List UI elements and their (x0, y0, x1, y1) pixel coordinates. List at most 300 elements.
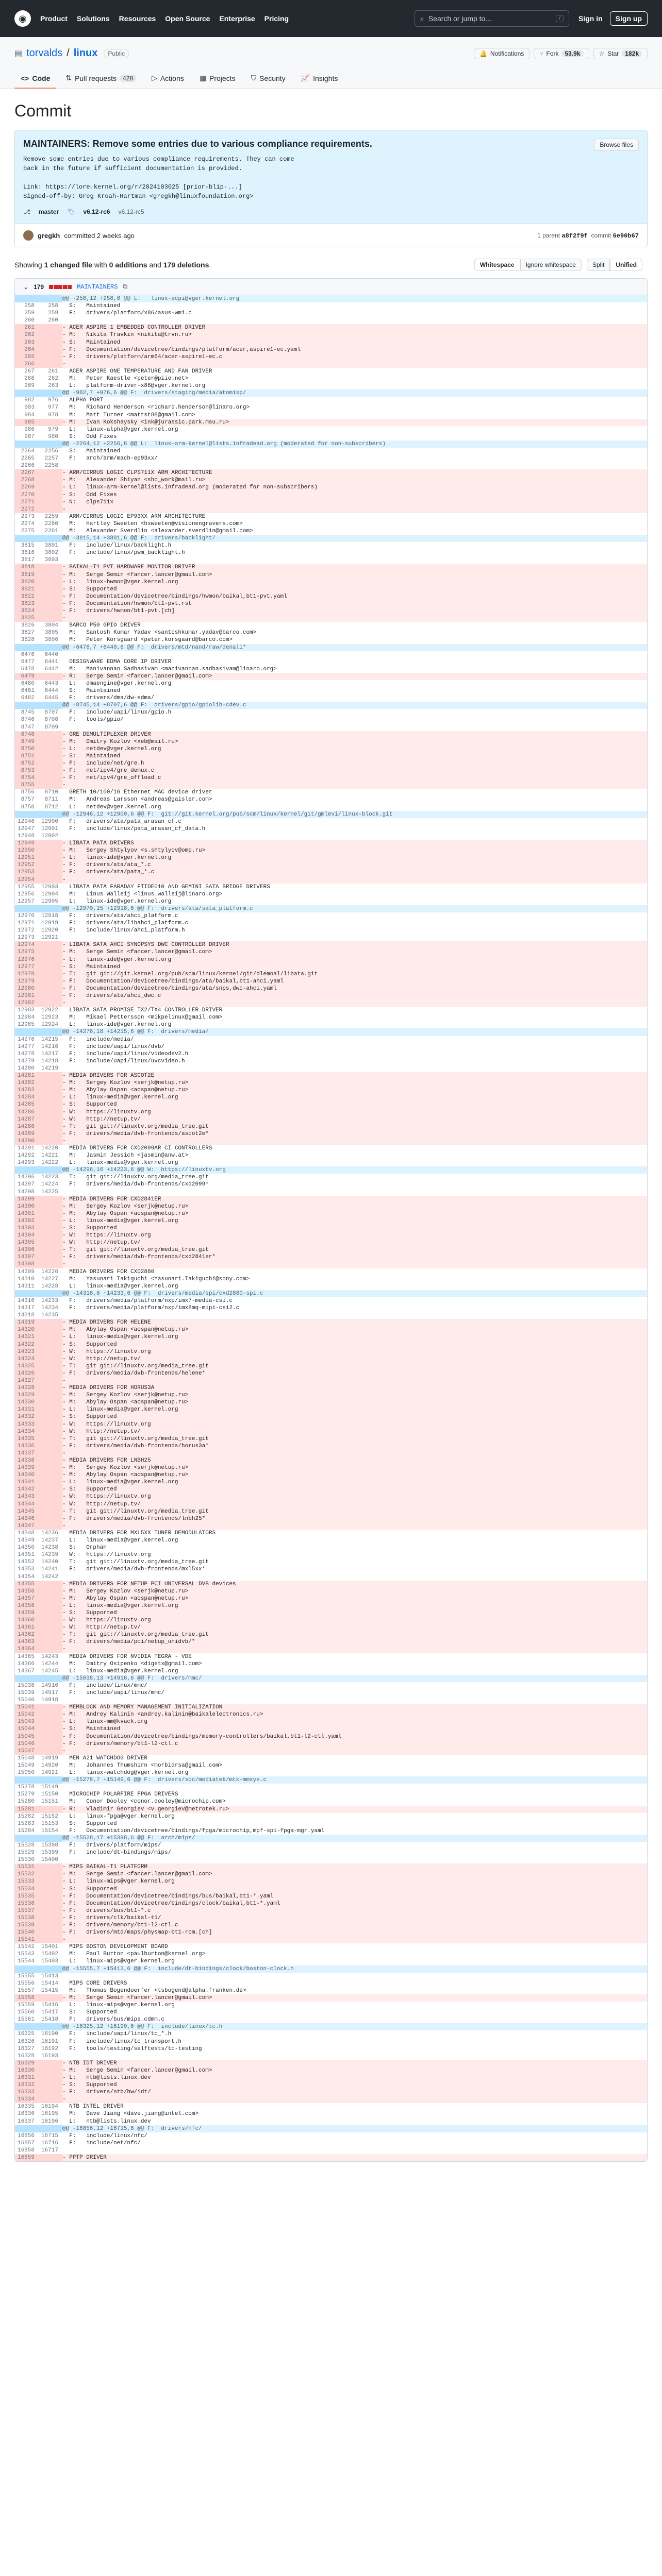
old-line-number[interactable]: 14278 (15, 1050, 39, 1058)
diff-hunk-header[interactable] (15, 295, 647, 302)
old-line-number[interactable]: 14358 (15, 1602, 39, 1609)
old-line-number[interactable] (15, 702, 39, 709)
old-line-number[interactable]: 15537 (15, 1907, 39, 1914)
old-line-number[interactable]: 12950 (15, 847, 39, 854)
old-line-number[interactable]: 12948 (15, 833, 39, 840)
new-line-number[interactable] (39, 607, 62, 615)
old-line-number[interactable]: 8756 (15, 789, 39, 796)
new-line-number[interactable]: 3804 (39, 622, 62, 629)
old-line-number[interactable]: 12978 (15, 971, 39, 978)
old-line-number[interactable]: 14288 (15, 1123, 39, 1130)
old-line-number[interactable]: 269 (15, 382, 39, 389)
new-line-number[interactable]: 15152 (39, 1813, 62, 1820)
new-line-number[interactable] (39, 1776, 62, 1784)
new-line-number[interactable] (39, 1341, 62, 1348)
old-line-number[interactable]: 14340 (15, 1471, 39, 1479)
old-line-number[interactable]: 14307 (15, 1253, 39, 1261)
new-line-number[interactable]: 15150 (39, 1791, 62, 1798)
commit-hash[interactable]: 6e90b67 (613, 232, 639, 240)
new-line-number[interactable] (39, 1878, 62, 1885)
old-line-number[interactable]: 2264 (15, 448, 39, 455)
old-line-number[interactable]: 14293 (15, 1159, 39, 1166)
old-line-number[interactable]: 14343 (15, 1493, 39, 1500)
old-line-number[interactable]: 14324 (15, 1355, 39, 1363)
new-line-number[interactable] (39, 564, 62, 571)
new-line-number[interactable]: 8709 (39, 724, 62, 731)
old-line-number[interactable]: 16332 (15, 2081, 39, 2089)
old-line-number[interactable]: 15556 (15, 1980, 39, 1987)
new-line-number[interactable] (39, 1609, 62, 1617)
old-line-number[interactable]: 15284 (15, 1827, 39, 1835)
old-line-number[interactable]: 8754 (15, 774, 39, 782)
new-line-number[interactable] (39, 389, 62, 397)
new-line-number[interactable]: 14244 (39, 1660, 62, 1668)
old-line-number[interactable]: 3819 (15, 571, 39, 579)
new-line-number[interactable]: 3805 (39, 629, 62, 636)
new-line-number[interactable] (39, 2023, 62, 2030)
old-line-number[interactable]: 3816 (15, 549, 39, 556)
old-line-number[interactable]: 8746 (15, 716, 39, 723)
tag-name[interactable]: v6.12-rc6 (83, 208, 110, 215)
parent-hash[interactable]: a8f2f9f (561, 232, 588, 240)
old-line-number[interactable]: 14283 (15, 1087, 39, 1094)
new-line-number[interactable]: 14235 (39, 1312, 62, 1319)
new-line-number[interactable] (39, 876, 62, 884)
new-line-number[interactable]: 2260 (39, 520, 62, 528)
old-line-number[interactable]: 15045 (15, 1733, 39, 1740)
old-line-number[interactable]: 12976 (15, 956, 39, 963)
old-line-number[interactable]: 2269 (15, 484, 39, 491)
old-line-number[interactable]: 263 (15, 339, 39, 346)
new-line-number[interactable] (39, 978, 62, 985)
old-line-number[interactable]: 15557 (15, 1987, 39, 1994)
new-line-number[interactable] (39, 1863, 62, 1871)
old-line-number[interactable]: 14357 (15, 1595, 39, 1602)
old-line-number[interactable]: 15038 (15, 1682, 39, 1689)
old-line-number[interactable]: 12972 (15, 927, 39, 934)
new-line-number[interactable] (39, 941, 62, 948)
new-line-number[interactable] (39, 702, 62, 709)
new-line-number[interactable]: 14222 (39, 1159, 62, 1166)
old-line-number[interactable] (15, 905, 39, 912)
new-line-number[interactable]: 12921 (39, 934, 62, 941)
old-line-number[interactable]: 8757 (15, 796, 39, 803)
new-line-number[interactable] (39, 469, 62, 477)
new-line-number[interactable] (39, 738, 62, 745)
old-line-number[interactable]: 8749 (15, 738, 39, 745)
old-line-number[interactable]: 14361 (15, 1624, 39, 1631)
old-line-number[interactable]: 2270 (15, 492, 39, 499)
new-line-number[interactable]: 14245 (39, 1668, 62, 1675)
old-line-number[interactable]: 15281 (15, 1806, 39, 1813)
old-line-number[interactable]: 16327 (15, 2045, 39, 2053)
old-line-number[interactable]: 268 (15, 375, 39, 382)
new-line-number[interactable] (39, 1646, 62, 1653)
old-line-number[interactable]: 2265 (15, 455, 39, 462)
new-line-number[interactable]: 14243 (39, 1653, 62, 1660)
old-line-number[interactable]: 16335 (15, 2103, 39, 2110)
new-line-number[interactable]: 14918 (39, 1697, 62, 1704)
old-line-number[interactable]: 12970 (15, 912, 39, 920)
old-line-number[interactable]: 14349 (15, 1537, 39, 1544)
new-line-number[interactable] (39, 535, 62, 542)
new-line-number[interactable]: 16717 (39, 2147, 62, 2154)
new-line-number[interactable]: 16716 (39, 2140, 62, 2147)
old-line-number[interactable]: 14290 (15, 1138, 39, 1145)
fork-button[interactable] (534, 48, 589, 59)
new-line-number[interactable] (39, 484, 62, 491)
new-line-number[interactable]: 14221 (39, 1152, 62, 1159)
new-line-number[interactable] (39, 2067, 62, 2074)
new-line-number[interactable]: 14215 (39, 1036, 62, 1043)
tab-actions[interactable] (145, 69, 190, 89)
new-line-number[interactable]: 14219 (39, 1065, 62, 1072)
new-line-number[interactable]: 3801 (39, 542, 62, 549)
old-line-number[interactable]: 984 (15, 412, 39, 419)
old-line-number[interactable]: 12947 (15, 825, 39, 833)
new-line-number[interactable]: 12905 (39, 898, 62, 905)
old-line-number[interactable]: 14330 (15, 1399, 39, 1406)
new-line-number[interactable]: 976 (39, 397, 62, 404)
new-line-number[interactable] (39, 579, 62, 586)
new-line-number[interactable] (39, 1406, 62, 1413)
new-line-number[interactable] (39, 1638, 62, 1646)
old-line-number[interactable]: 8747 (15, 724, 39, 731)
old-line-number[interactable] (15, 1675, 39, 1682)
new-line-number[interactable] (39, 1871, 62, 1878)
old-line-number[interactable]: 14341 (15, 1479, 39, 1486)
new-line-number[interactable] (39, 1384, 62, 1392)
diff-hunk-header[interactable] (15, 1290, 647, 1297)
old-line-number[interactable]: 3825 (15, 615, 39, 622)
old-line-number[interactable]: 15050 (15, 1769, 39, 1776)
new-line-number[interactable]: 14242 (39, 1573, 62, 1581)
old-line-number[interactable]: 14299 (15, 1196, 39, 1203)
diff-hunk-header[interactable] (15, 1166, 647, 1174)
new-line-number[interactable] (39, 2074, 62, 2081)
split-view-toggle[interactable]: Split (587, 259, 610, 271)
old-line-number[interactable]: 14322 (15, 1341, 39, 1348)
old-line-number[interactable]: 14316 (15, 1297, 39, 1304)
old-line-number[interactable]: 2275 (15, 528, 39, 535)
new-line-number[interactable] (39, 963, 62, 971)
old-line-number[interactable]: 3821 (15, 586, 39, 593)
new-line-number[interactable]: 14226 (39, 1268, 62, 1276)
new-line-number[interactable]: 15402 (39, 1951, 62, 1958)
new-line-number[interactable] (39, 492, 62, 499)
old-line-number[interactable]: 16330 (15, 2067, 39, 2074)
old-line-number[interactable]: 985 (15, 419, 39, 426)
old-line-number[interactable]: 16331 (15, 2074, 39, 2081)
old-line-number[interactable]: 15555 (15, 1973, 39, 1980)
new-line-number[interactable]: 16193 (39, 2053, 62, 2060)
new-line-number[interactable]: 16191 (39, 2038, 62, 2045)
old-line-number[interactable]: 12946 (15, 818, 39, 825)
new-line-number[interactable] (39, 1464, 62, 1471)
old-line-number[interactable]: 15530 (15, 1856, 39, 1863)
old-line-number[interactable]: 265 (15, 353, 39, 361)
new-line-number[interactable] (39, 1116, 62, 1123)
new-line-number[interactable] (39, 1370, 62, 1377)
old-line-number[interactable]: 14342 (15, 1486, 39, 1493)
old-line-number[interactable] (15, 2023, 39, 2030)
old-line-number[interactable]: 15047 (15, 1748, 39, 1755)
tab-security[interactable] (245, 69, 292, 89)
avatar[interactable] (23, 230, 34, 241)
new-line-number[interactable]: 14234 (39, 1304, 62, 1312)
old-line-number[interactable]: 14284 (15, 1094, 39, 1101)
diff-hunk-header[interactable] (15, 389, 647, 397)
old-line-number[interactable]: 14319 (15, 1319, 39, 1326)
new-line-number[interactable]: 14236 (39, 1530, 62, 1537)
ignore-whitespace-toggle[interactable]: Ignore whitespace (520, 259, 582, 271)
new-line-number[interactable]: 14241 (39, 1566, 62, 1573)
sign-in-link[interactable]: Sign in (578, 14, 603, 23)
old-line-number[interactable]: 14308 (15, 1261, 39, 1268)
old-line-number[interactable] (15, 535, 39, 542)
new-line-number[interactable]: 15415 (39, 1987, 62, 1994)
new-line-number[interactable] (39, 1443, 62, 1450)
new-line-number[interactable] (39, 324, 62, 331)
old-line-number[interactable]: 15531 (15, 1863, 39, 1871)
repo-name-link[interactable]: linux (73, 47, 98, 59)
new-line-number[interactable]: 15149 (39, 1784, 62, 1791)
old-line-number[interactable]: 2271 (15, 499, 39, 506)
new-line-number[interactable]: 2261 (39, 528, 62, 535)
new-line-number[interactable] (39, 1922, 62, 1929)
new-line-number[interactable] (39, 1675, 62, 1682)
new-line-number[interactable] (39, 854, 62, 861)
file-name-link[interactable]: MAINTAINERS (77, 283, 118, 291)
new-line-number[interactable]: 15398 (39, 1842, 62, 1849)
old-line-number[interactable]: 3822 (15, 593, 39, 600)
new-line-number[interactable]: 16194 (39, 2103, 62, 2110)
old-line-number[interactable] (15, 1290, 39, 1297)
new-line-number[interactable]: 15400 (39, 1856, 62, 1863)
diff-hunk-header[interactable] (15, 440, 647, 448)
new-line-number[interactable]: 2257 (39, 455, 62, 462)
new-line-number[interactable] (39, 1290, 62, 1297)
old-line-number[interactable]: 14332 (15, 1413, 39, 1420)
old-line-number[interactable]: 6478 (15, 666, 39, 673)
old-line-number[interactable]: 14362 (15, 1631, 39, 1638)
old-line-number[interactable]: 12984 (15, 1014, 39, 1021)
old-line-number[interactable]: 14333 (15, 1421, 39, 1428)
old-line-number[interactable]: 15538 (15, 1914, 39, 1922)
branch-name[interactable]: master (38, 208, 59, 215)
new-line-number[interactable] (39, 1421, 62, 1428)
new-line-number[interactable] (39, 1210, 62, 1217)
old-line-number[interactable] (15, 1965, 39, 1973)
new-line-number[interactable] (39, 1166, 62, 1174)
new-line-number[interactable] (39, 811, 62, 818)
old-line-number[interactable]: 14309 (15, 1268, 39, 1276)
old-line-number[interactable]: 14353 (15, 1566, 39, 1573)
old-line-number[interactable]: 14282 (15, 1079, 39, 1087)
old-line-number[interactable] (15, 440, 39, 448)
old-line-number[interactable]: 14364 (15, 1646, 39, 1653)
old-line-number[interactable]: 15543 (15, 1951, 39, 1958)
new-line-number[interactable] (39, 1355, 62, 1363)
new-line-number[interactable] (39, 1399, 62, 1406)
diff-hunk-header[interactable] (15, 811, 647, 818)
old-line-number[interactable]: 262 (15, 331, 39, 338)
old-line-number[interactable]: 15532 (15, 1871, 39, 1878)
old-line-number[interactable]: 14351 (15, 1551, 39, 1558)
old-line-number[interactable]: 983 (15, 404, 39, 411)
old-line-number[interactable]: 14335 (15, 1435, 39, 1443)
new-line-number[interactable]: 12922 (39, 1007, 62, 1014)
new-line-number[interactable] (39, 571, 62, 579)
new-line-number[interactable]: 12924 (39, 1021, 62, 1028)
old-line-number[interactable]: 15283 (15, 1820, 39, 1827)
new-line-number[interactable] (39, 1072, 62, 1079)
new-line-number[interactable] (39, 1377, 62, 1384)
new-line-number[interactable]: 979 (39, 426, 62, 433)
old-line-number[interactable]: 14291 (15, 1145, 39, 1152)
old-line-number[interactable]: 15040 (15, 1697, 39, 1704)
new-line-number[interactable]: 14220 (39, 1145, 62, 1152)
new-line-number[interactable]: 6445 (39, 694, 62, 702)
new-line-number[interactable]: 16190 (39, 2030, 62, 2038)
new-line-number[interactable] (39, 1718, 62, 1725)
old-line-number[interactable]: 2268 (15, 477, 39, 484)
old-line-number[interactable]: 15540 (15, 1929, 39, 1936)
old-line-number[interactable]: 14296 (15, 1174, 39, 1181)
diff-hunk-header[interactable] (15, 1835, 647, 1842)
new-line-number[interactable] (39, 1130, 62, 1138)
new-line-number[interactable]: 14227 (39, 1276, 62, 1283)
new-line-number[interactable]: 14228 (39, 1283, 62, 1290)
new-line-number[interactable] (39, 1392, 62, 1399)
old-line-number[interactable]: 12952 (15, 861, 39, 869)
new-line-number[interactable] (39, 1581, 62, 1588)
new-line-number[interactable] (39, 1413, 62, 1420)
new-line-number[interactable]: 14237 (39, 1537, 62, 1544)
new-line-number[interactable] (39, 1631, 62, 1638)
unified-view-toggle[interactable]: Unified (610, 259, 642, 271)
new-line-number[interactable] (39, 2060, 62, 2067)
new-line-number[interactable] (39, 1508, 62, 1515)
old-line-number[interactable]: 2266 (15, 462, 39, 469)
old-line-number[interactable]: 15536 (15, 1900, 39, 1907)
old-line-number[interactable]: 259 (15, 310, 39, 317)
old-line-number[interactable]: 8750 (15, 745, 39, 753)
diff-hunk-header[interactable] (15, 1965, 647, 1973)
new-line-number[interactable]: 16192 (39, 2045, 62, 2053)
new-line-number[interactable] (39, 2154, 62, 2161)
new-line-number[interactable] (39, 506, 62, 513)
new-line-number[interactable]: 2256 (39, 448, 62, 455)
new-line-number[interactable]: 12918 (39, 912, 62, 920)
old-line-number[interactable]: 14363 (15, 1638, 39, 1646)
tab-pull-requests[interactable] (59, 69, 142, 89)
new-line-number[interactable] (39, 1348, 62, 1355)
new-line-number[interactable] (39, 1435, 62, 1443)
new-line-number[interactable] (39, 1624, 62, 1631)
old-line-number[interactable]: 986 (15, 426, 39, 433)
old-line-number[interactable]: 987 (15, 433, 39, 440)
new-line-number[interactable] (39, 1428, 62, 1435)
old-line-number[interactable]: 16328 (15, 2053, 39, 2060)
old-line-number[interactable]: 3817 (15, 556, 39, 564)
new-line-number[interactable] (39, 1138, 62, 1145)
new-line-number[interactable]: 6443 (39, 680, 62, 687)
new-line-number[interactable]: 8707 (39, 709, 62, 716)
new-line-number[interactable]: 978 (39, 412, 62, 419)
old-line-number[interactable]: 12971 (15, 920, 39, 927)
new-line-number[interactable] (39, 1079, 62, 1087)
old-line-number[interactable]: 14303 (15, 1225, 39, 1232)
new-line-number[interactable] (39, 644, 62, 651)
old-line-number[interactable]: 8753 (15, 767, 39, 774)
nav-product[interactable]: Product (40, 14, 68, 23)
new-line-number[interactable] (39, 1087, 62, 1094)
old-line-number[interactable]: 12975 (15, 948, 39, 956)
new-line-number[interactable]: 12923 (39, 1014, 62, 1021)
new-line-number[interactable] (39, 2096, 62, 2103)
old-line-number[interactable]: 3827 (15, 629, 39, 636)
nav-solutions[interactable]: Solutions (76, 14, 110, 23)
old-line-number[interactable]: 14345 (15, 1508, 39, 1515)
diff-hunk-header[interactable] (15, 644, 647, 651)
new-line-number[interactable] (39, 586, 62, 593)
new-line-number[interactable]: 14239 (39, 1551, 62, 1558)
new-line-number[interactable]: 6440 (39, 651, 62, 658)
nav-pricing[interactable]: Pricing (264, 14, 289, 23)
new-line-number[interactable] (39, 1253, 62, 1261)
old-line-number[interactable]: 14285 (15, 1101, 39, 1108)
new-line-number[interactable]: 8711 (39, 796, 62, 803)
old-line-number[interactable]: 15542 (15, 1943, 39, 1951)
new-line-number[interactable] (39, 1123, 62, 1130)
new-line-number[interactable] (39, 1471, 62, 1479)
new-line-number[interactable] (39, 419, 62, 426)
new-line-number[interactable]: 258 (39, 302, 62, 310)
old-line-number[interactable]: 12973 (15, 934, 39, 941)
new-line-number[interactable] (39, 1239, 62, 1246)
new-line-number[interactable]: 12901 (39, 825, 62, 833)
new-line-number[interactable] (39, 999, 62, 1007)
old-line-number[interactable]: 261 (15, 324, 39, 331)
old-line-number[interactable]: 260 (15, 317, 39, 324)
new-line-number[interactable] (39, 2081, 62, 2089)
old-line-number[interactable]: 15278 (15, 1784, 39, 1791)
old-line-number[interactable]: 14355 (15, 1581, 39, 1588)
new-line-number[interactable] (39, 1733, 62, 1740)
new-line-number[interactable] (39, 1196, 62, 1203)
old-line-number[interactable]: 12982 (15, 999, 39, 1007)
old-line-number[interactable]: 15046 (15, 1740, 39, 1748)
old-line-number[interactable]: 14321 (15, 1333, 39, 1341)
old-line-number[interactable]: 16329 (15, 2060, 39, 2067)
new-line-number[interactable] (39, 985, 62, 992)
nav-enterprise[interactable]: Enterprise (219, 14, 255, 23)
old-line-number[interactable]: 14352 (15, 1558, 39, 1566)
old-line-number[interactable]: 15533 (15, 1878, 39, 1885)
old-line-number[interactable]: 12953 (15, 869, 39, 876)
new-line-number[interactable] (39, 1725, 62, 1733)
new-line-number[interactable] (39, 1748, 62, 1755)
new-line-number[interactable] (39, 1515, 62, 1522)
old-line-number[interactable] (15, 644, 39, 651)
copy-icon[interactable]: ⧉ (123, 283, 127, 290)
old-line-number[interactable]: 14360 (15, 1617, 39, 1624)
github-logo-icon[interactable]: ◉ (14, 10, 31, 27)
old-line-number[interactable]: 14359 (15, 1609, 39, 1617)
old-line-number[interactable]: 12955 (15, 884, 39, 891)
new-line-number[interactable] (39, 956, 62, 963)
